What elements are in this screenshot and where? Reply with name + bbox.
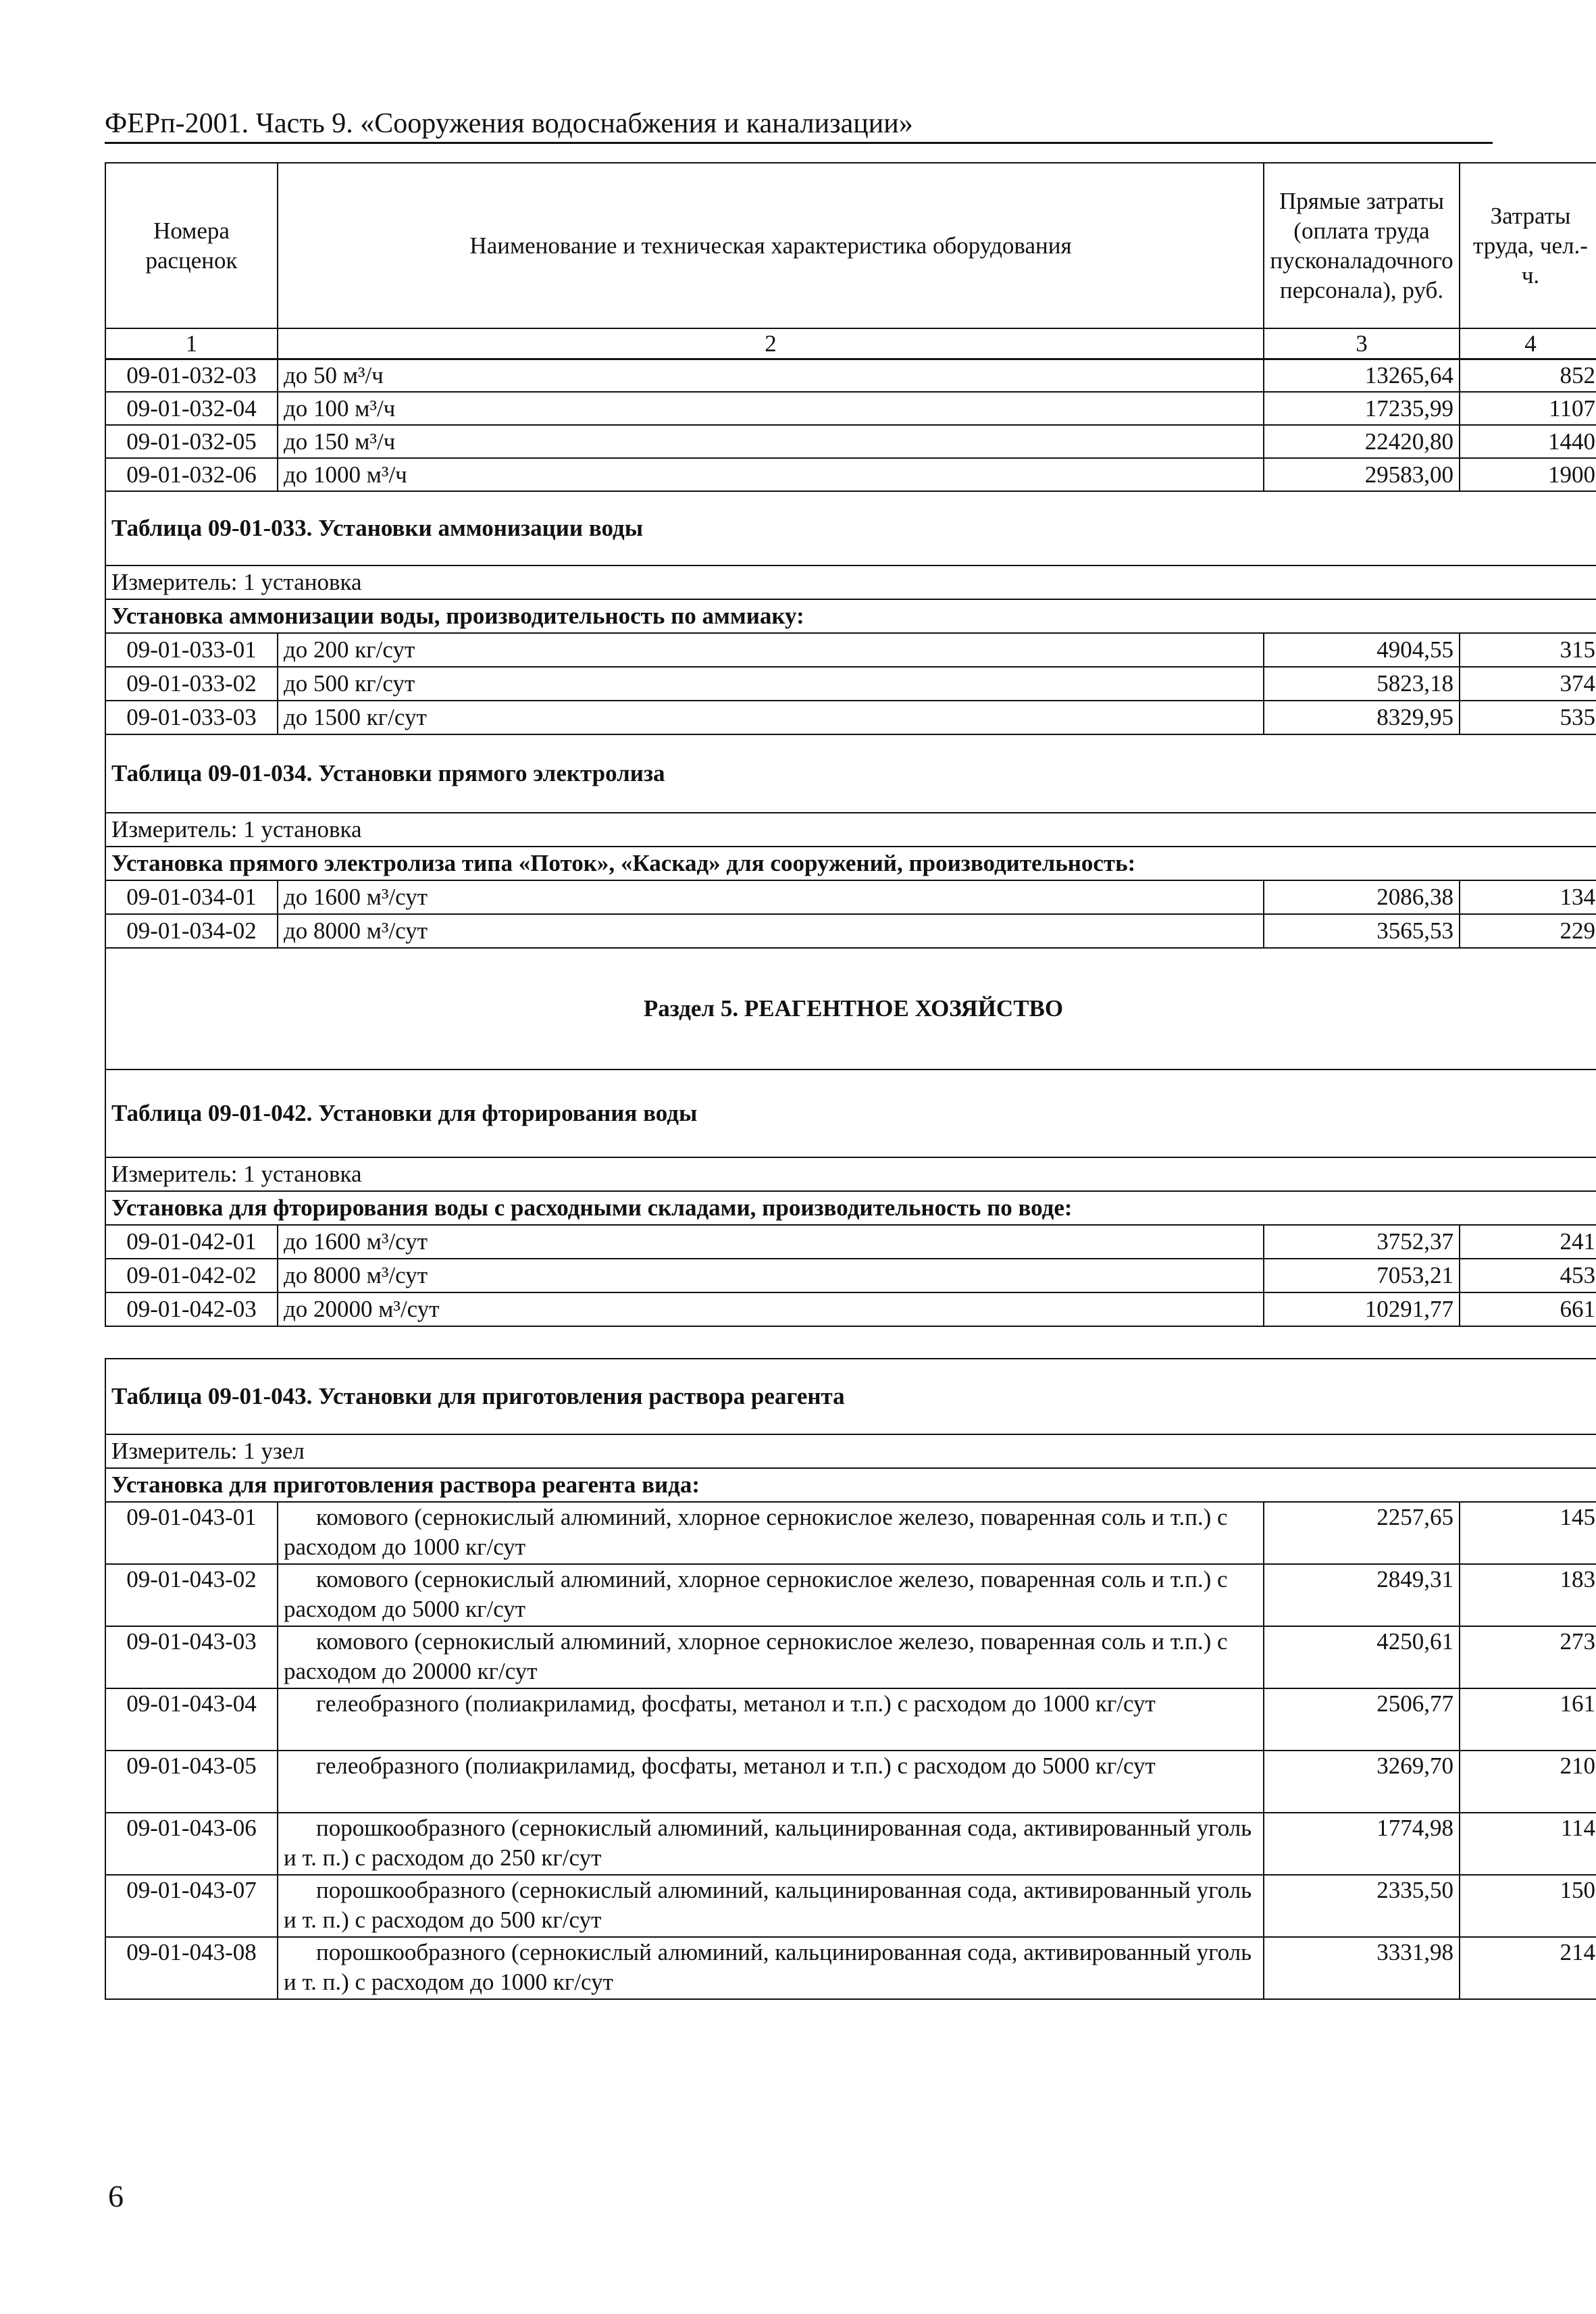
equipment-name: до 500 кг/сут [278, 667, 1264, 701]
equipment-name: гелеобразного (полиакриламид, фосфаты, метанол и т.п.) с расходом до 1000 кг/сут [278, 1688, 1264, 1751]
column-header-table [105, 162, 1596, 360]
direct-cost: 3269,70 [1264, 1751, 1460, 1813]
equipment-name: до 1600 м³/сут [278, 1225, 1264, 1259]
direct-cost: 3565,53 [1264, 914, 1460, 948]
running-header: ФЕРп-2001. Часть 9. «Сооружения водоснабжения и канализации» [105, 108, 913, 139]
rate-code: 09-01-043-07 [105, 1875, 278, 1937]
table-row [105, 458, 1596, 491]
rate-code: 09-01-042-02 [105, 1259, 278, 1292]
table-row [105, 1225, 1596, 1259]
table-row [105, 1626, 1596, 1688]
table-row [105, 1502, 1596, 1564]
table-row [105, 392, 1596, 425]
table-row [105, 359, 1596, 392]
equipment-name: до 20000 м³/сут [278, 1292, 1264, 1326]
direct-cost: 1774,98 [1264, 1813, 1460, 1875]
labor-cost: 535 [1460, 701, 1596, 734]
table-row [105, 425, 1596, 458]
header-rule [105, 142, 1493, 144]
direct-cost: 5823,18 [1264, 667, 1460, 701]
column-number: 2 [278, 328, 1264, 359]
labor-cost: 661 [1460, 1292, 1596, 1326]
table-row [105, 701, 1596, 734]
equipment-name: до 200 кг/сут [278, 633, 1264, 667]
group-heading: Установка прямого электролиза типа «Поток», «Каскад» для сооружений, производительность: [105, 847, 1596, 880]
table-row [105, 914, 1596, 948]
equipment-name: комового (сернокислый алюминий, хлорное сернокислое железо, поваренная соль и т.п.) с расходом до 1000 кг/сут [278, 1502, 1264, 1564]
direct-cost: 10291,77 [1264, 1292, 1460, 1326]
column-header-labor: Затраты труда, чел.-ч. [1460, 163, 1596, 328]
equipment-name: до 50 м³/ч [278, 359, 1264, 392]
table-title: Таблица 09-01-034. Установки прямого электролиза [105, 734, 1596, 813]
direct-cost: 2335,50 [1264, 1875, 1460, 1937]
table-row [105, 1564, 1596, 1626]
labor-cost: 229 [1460, 914, 1596, 948]
direct-cost: 22420,80 [1264, 425, 1460, 458]
direct-cost: 17235,99 [1264, 392, 1460, 425]
table-row [105, 633, 1596, 667]
rate-code: 09-01-032-05 [105, 425, 278, 458]
column-header-codes: Номера расценок [105, 163, 278, 328]
table-title: Таблица 09-01-042. Установки для фторирования воды [105, 1070, 1596, 1157]
rate-code: 09-01-042-01 [105, 1225, 278, 1259]
labor-cost: 161 [1460, 1688, 1596, 1751]
direct-cost: 2086,38 [1264, 880, 1460, 914]
labor-cost: 1107 [1460, 392, 1596, 425]
table-09-01-033 [105, 491, 1596, 735]
equipment-name: до 8000 м³/сут [278, 914, 1264, 948]
table-row [105, 1937, 1596, 1999]
table-title: Таблица 09-01-043. Установки для приготовления раствора реагента [105, 1359, 1596, 1434]
table-row [105, 1688, 1596, 1751]
column-header-cost: Прямые затраты (оплата труда пусконаладочного персонала), руб. [1264, 163, 1460, 328]
table-title: Таблица 09-01-033. Установки аммонизации воды [105, 491, 1596, 565]
rate-code: 09-01-032-03 [105, 359, 278, 392]
labor-cost: 210 [1460, 1751, 1596, 1813]
direct-cost: 7053,21 [1264, 1259, 1460, 1292]
rate-code: 09-01-033-02 [105, 667, 278, 701]
column-header-row [105, 163, 1596, 328]
column-header-name: Наименование и техническая характеристика оборудования [278, 163, 1264, 328]
table-09-01-042 [105, 947, 1596, 1327]
direct-cost: 8329,95 [1264, 701, 1460, 734]
page-number: 6 [108, 2179, 124, 2213]
labor-cost: 315 [1460, 633, 1596, 667]
labor-cost: 241 [1460, 1225, 1596, 1259]
rate-code: 09-01-042-03 [105, 1292, 278, 1326]
table-meter: Измеритель: 1 узел [105, 1434, 1596, 1468]
direct-cost: 13265,64 [1264, 359, 1460, 392]
rate-code: 09-01-032-06 [105, 458, 278, 491]
equipment-name: комового (сернокислый алюминий, хлорное сернокислое железо, поваренная соль и т.п.) с расходом до 20000 кг/сут [278, 1626, 1264, 1688]
rate-code: 09-01-043-01 [105, 1502, 278, 1564]
table-row [105, 1751, 1596, 1813]
rate-code: 09-01-032-04 [105, 392, 278, 425]
rate-code: 09-01-043-02 [105, 1564, 278, 1626]
rate-code: 09-01-043-06 [105, 1813, 278, 1875]
rate-code: 09-01-043-08 [105, 1937, 278, 1999]
equipment-name: до 100 м³/ч [278, 392, 1264, 425]
table-row [105, 1875, 1596, 1937]
table-meter: Измеритель: 1 установка [105, 813, 1596, 847]
column-number: 4 [1460, 328, 1596, 359]
labor-cost: 134 [1460, 880, 1596, 914]
direct-cost: 3752,37 [1264, 1225, 1460, 1259]
table-row [105, 667, 1596, 701]
table-row [105, 1259, 1596, 1292]
equipment-name: комового (сернокислый алюминий, хлорное сернокислое железо, поваренная соль и т.п.) с расходом до 5000 кг/сут [278, 1564, 1264, 1626]
table-row [105, 1813, 1596, 1875]
equipment-name: порошкообразного (сернокислый алюминий, кальцинированная сода, активированный уголь и т. п.) с расходом до 250 кг/сут [278, 1813, 1264, 1875]
direct-cost: 29583,00 [1264, 458, 1460, 491]
continued-rows-table [105, 358, 1596, 492]
direct-cost: 4250,61 [1264, 1626, 1460, 1688]
rate-code: 09-01-034-01 [105, 880, 278, 914]
labor-cost: 1440 [1460, 425, 1596, 458]
direct-cost: 4904,55 [1264, 633, 1460, 667]
labor-cost: 273 [1460, 1626, 1596, 1688]
labor-cost: 183 [1460, 1564, 1596, 1626]
labor-cost: 1900 [1460, 458, 1596, 491]
equipment-name: до 8000 м³/сут [278, 1259, 1264, 1292]
equipment-name: порошкообразного (сернокислый алюминий, кальцинированная сода, активированный уголь и т. п.) с расходом до 1000 кг/сут [278, 1937, 1264, 1999]
section-title: Раздел 5. РЕАГЕНТНОЕ ХОЗЯЙСТВО [105, 948, 1596, 1070]
direct-cost: 2257,65 [1264, 1502, 1460, 1564]
equipment-name: до 1500 кг/сут [278, 701, 1264, 734]
labor-cost: 453 [1460, 1259, 1596, 1292]
rate-code: 09-01-043-03 [105, 1626, 278, 1688]
group-heading: Установка для фторирования воды с расходными складами, производительность по воде: [105, 1191, 1596, 1225]
table-09-01-043 [105, 1358, 1596, 2000]
group-heading: Установка аммонизации воды, производительность по аммиаку: [105, 599, 1596, 633]
table-09-01-034 [105, 734, 1596, 949]
equipment-name: гелеобразного (полиакриламид, фосфаты, метанол и т.п.) с расходом до 5000 кг/сут [278, 1751, 1264, 1813]
equipment-name: до 150 м³/ч [278, 425, 1264, 458]
rate-code: 09-01-033-03 [105, 701, 278, 734]
group-heading: Установка для приготовления раствора реагента вида: [105, 1468, 1596, 1502]
column-number: 3 [1264, 328, 1460, 359]
labor-cost: 852 [1460, 359, 1596, 392]
rate-code: 09-01-034-02 [105, 914, 278, 948]
labor-cost: 150 [1460, 1875, 1596, 1937]
labor-cost: 145 [1460, 1502, 1596, 1564]
direct-cost: 2849,31 [1264, 1564, 1460, 1626]
table-meter: Измеритель: 1 установка [105, 1157, 1596, 1191]
labor-cost: 374 [1460, 667, 1596, 701]
column-number-row [105, 328, 1596, 359]
labor-cost: 114 [1460, 1813, 1596, 1875]
direct-cost: 3331,98 [1264, 1937, 1460, 1999]
rate-code: 09-01-033-01 [105, 633, 278, 667]
table-meter: Измеритель: 1 установка [105, 565, 1596, 599]
rate-code: 09-01-043-05 [105, 1751, 278, 1813]
table-row [105, 1292, 1596, 1326]
rate-code: 09-01-043-04 [105, 1688, 278, 1751]
table-row [105, 880, 1596, 914]
equipment-name: до 1000 м³/ч [278, 458, 1264, 491]
equipment-name: порошкообразного (сернокислый алюминий, кальцинированная сода, активированный уголь и т. п.) с расходом до 500 кг/сут [278, 1875, 1264, 1937]
labor-cost: 214 [1460, 1937, 1596, 1999]
equipment-name: до 1600 м³/сут [278, 880, 1264, 914]
column-number: 1 [105, 328, 278, 359]
direct-cost: 2506,77 [1264, 1688, 1460, 1751]
